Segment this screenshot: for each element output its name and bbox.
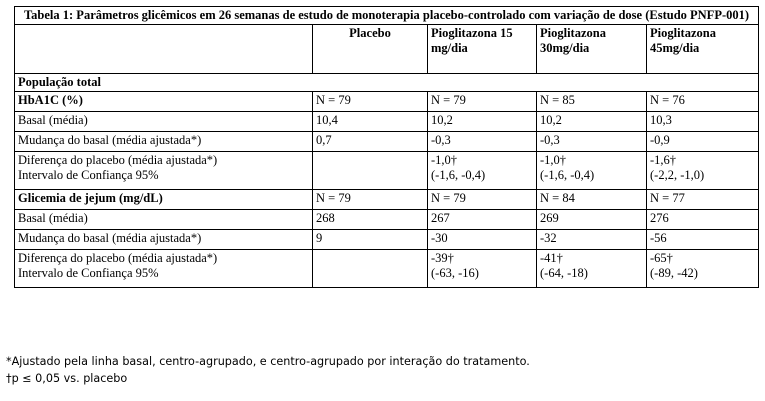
table-row [15, 250, 759, 288]
footnote-significance: †p ≤ 0,05 vs. placebo [6, 372, 128, 385]
row-label: Basal (média) [15, 210, 313, 230]
value-cell: 268 [313, 210, 428, 230]
row-label: Mudança do basal (média ajustada*) [15, 132, 313, 152]
table-title: Tabela 1: Parâmetros glicêmicos em 26 semanas de estudo de monoterapia placebo-controlado com variação de dose (Estudo PNFP-001) [15, 7, 759, 25]
column-header-pio15: Pioglitazona 15 mg/dia [428, 25, 537, 74]
table-row [15, 112, 759, 132]
column-header-pio45: Pioglitazona 45mg/dia [647, 25, 759, 74]
n-value-cell: N = 79 [313, 190, 428, 210]
table-row [15, 132, 759, 152]
value-cell: -41† (-64, -18) [537, 250, 647, 288]
column-header-row [15, 25, 759, 74]
value-cell [313, 250, 428, 288]
table-row [15, 230, 759, 250]
value-cell: -0,3 [537, 132, 647, 152]
value-cell: 267 [428, 210, 537, 230]
value-cell: 10,2 [428, 112, 537, 132]
value-cell: -39† (-63, -16) [428, 250, 537, 288]
value-cell: -1,0† (-1,6, -0,4) [428, 152, 537, 190]
section-header-row [15, 92, 759, 112]
value-cell: 9 [313, 230, 428, 250]
n-value-cell: N = 79 [428, 92, 537, 112]
value-cell: -30 [428, 230, 537, 250]
value-cell: 276 [647, 210, 759, 230]
value-cell: 10,2 [537, 112, 647, 132]
n-value-cell: N = 85 [537, 92, 647, 112]
glycemic-parameters-table [14, 6, 759, 288]
column-header-placebo: Placebo [313, 25, 428, 74]
n-value-cell: N = 79 [313, 92, 428, 112]
n-value-cell: N = 76 [647, 92, 759, 112]
row-label: Diferença do placebo (média ajustada*) Intervalo de Confiança 95% [15, 152, 313, 190]
n-value-cell: N = 79 [428, 190, 537, 210]
table-row [15, 210, 759, 230]
population-label: População total [15, 74, 759, 92]
value-cell: -0,3 [428, 132, 537, 152]
value-cell: -65† (-89, -42) [647, 250, 759, 288]
value-cell: -56 [647, 230, 759, 250]
value-cell [313, 152, 428, 190]
value-cell: 10,3 [647, 112, 759, 132]
section-label: Glicemia de jejum (mg/dL) [15, 190, 313, 210]
n-value-cell: N = 77 [647, 190, 759, 210]
value-cell: -0,9 [647, 132, 759, 152]
value-cell: -1,0† (-1,6, -0,4) [537, 152, 647, 190]
table-row [15, 152, 759, 190]
value-cell: 269 [537, 210, 647, 230]
column-header-pio30: Pioglitazona 30mg/dia [537, 25, 647, 74]
footnote-adjusted: *Ajustado pela linha basal, centro-agrupado, e centro-agrupado por interação do tratamento. [6, 355, 530, 368]
population-row [15, 74, 759, 92]
n-value-cell: N = 84 [537, 190, 647, 210]
section-header-row [15, 190, 759, 210]
row-label: Basal (média) [15, 112, 313, 132]
section-label: HbA1C (%) [15, 92, 313, 112]
value-cell: -1,6† (-2,2, -1,0) [647, 152, 759, 190]
footnotes [6, 353, 530, 387]
row-label: Diferença do placebo (média ajustada*) Intervalo de Confiança 95% [15, 250, 313, 288]
title-row [15, 7, 759, 25]
row-label: Mudança do basal (média ajustada*) [15, 230, 313, 250]
header-empty-cell [15, 25, 313, 74]
value-cell: 10,4 [313, 112, 428, 132]
value-cell: -32 [537, 230, 647, 250]
value-cell: 0,7 [313, 132, 428, 152]
